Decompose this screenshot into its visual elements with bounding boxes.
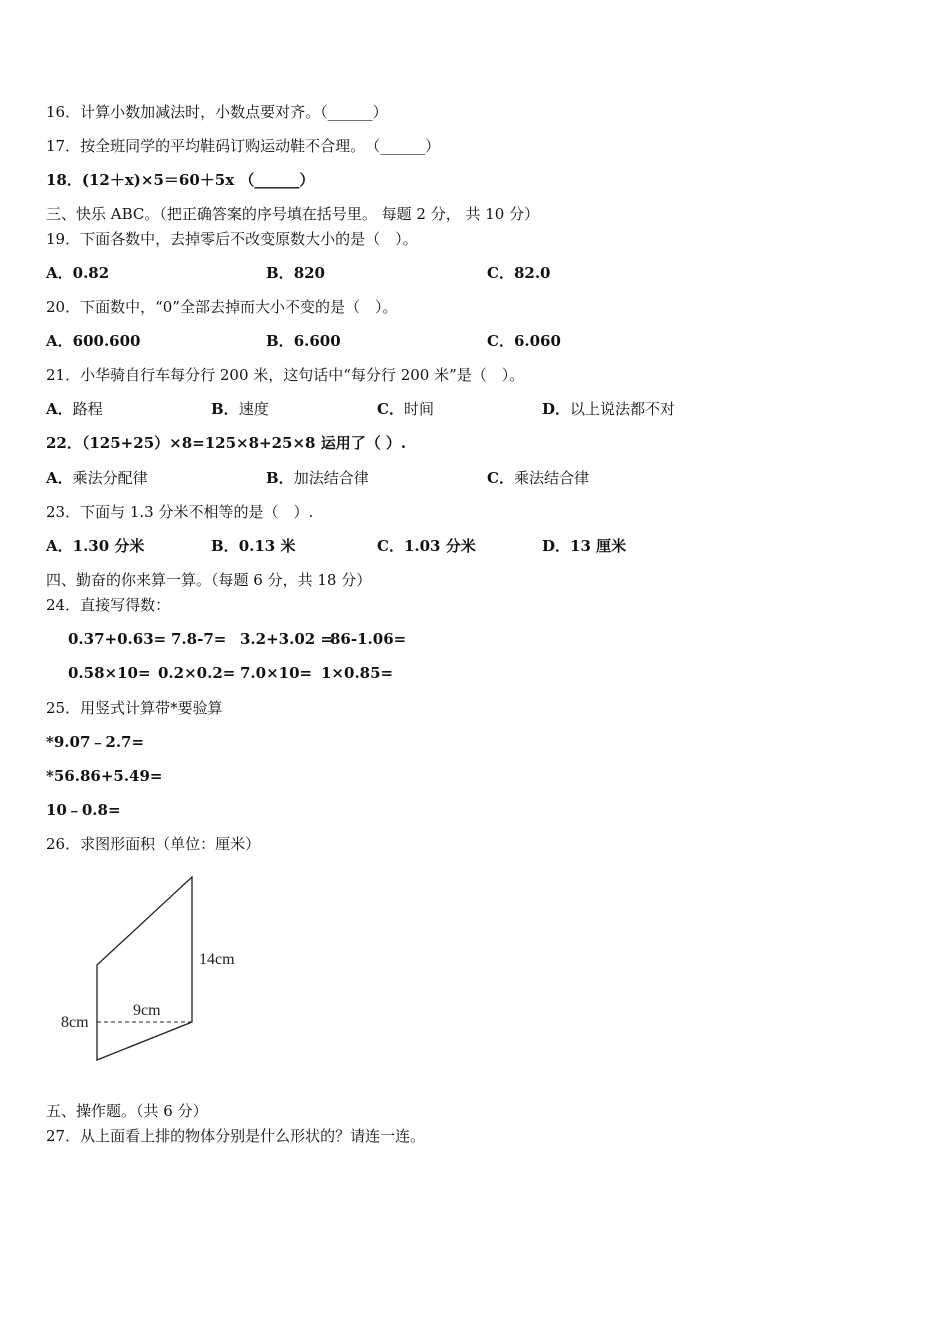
option-text: 以上说法都不对 [570, 400, 676, 418]
calc-item: 0.2×0.2= [158, 664, 236, 682]
option-text: 13 厘米 [570, 537, 627, 555]
option-21-d [542, 399, 675, 419]
question-18: 18．(12＋x)×5＝60＋5x （______） [46, 171, 315, 189]
option-22-b [266, 468, 369, 488]
option-label: D． [542, 400, 571, 418]
calc-item: 0.37+0.63= [68, 630, 167, 648]
vertical-calc-item: *9.07﹣2.7= [46, 733, 145, 751]
label-9cm: 9cm [133, 1002, 161, 1019]
option-21-a [46, 399, 103, 419]
label-14cm: 14cm [199, 951, 235, 968]
option-label: C． [487, 469, 514, 487]
option-20-c [487, 331, 561, 351]
option-label: B． [266, 264, 294, 282]
question-22: 22．（125+25）×8=125×8+25×8 运用了（ ）. [46, 434, 407, 452]
option-text: 1.30 分米 [72, 537, 145, 555]
option-23-a [46, 536, 144, 556]
option-text: 820 [293, 264, 325, 282]
option-20-a [46, 331, 141, 351]
option-label: C． [487, 264, 514, 282]
option-text: 6.600 [293, 332, 341, 350]
trapezoid-shape [97, 877, 192, 1060]
option-23-b [211, 536, 295, 556]
option-19-c [487, 263, 551, 283]
option-text: 时间 [403, 400, 434, 418]
option-label: B． [211, 537, 239, 555]
option-label: D． [542, 537, 571, 555]
option-label: C． [487, 332, 514, 350]
calc-item: 0.58×10= [68, 664, 151, 682]
option-text: 加法结合律 [293, 469, 369, 487]
question-26: 26．求图形面积（单位：厘米） [46, 835, 261, 853]
option-label: A． [46, 264, 73, 282]
option-text: 乘法结合律 [513, 469, 589, 487]
option-label: B． [266, 469, 294, 487]
calc-item: 86-1.06= [330, 630, 407, 648]
question-16: 16．计算小数加减法时，小数点要对齐。（______） [46, 103, 388, 121]
calc-item: 7.0×10= [240, 664, 313, 682]
option-text: 600.600 [72, 332, 141, 350]
option-label: A． [46, 332, 73, 350]
option-text: 82.0 [513, 264, 551, 282]
option-label: C． [377, 400, 404, 418]
question-20: 20．下面数中，“0”全部去掉而大小不变的是（ ）。 [46, 298, 398, 316]
option-20-b [266, 331, 341, 351]
option-label: C． [377, 537, 404, 555]
label-8cm: 8cm [61, 1014, 89, 1031]
option-label: B． [211, 400, 239, 418]
question-17: 17．按全班同学的平均鞋码订购运动鞋不合理。 （______） [46, 137, 441, 155]
option-22-c [487, 468, 589, 488]
option-23-d [542, 536, 626, 556]
option-21-b [211, 399, 269, 419]
option-19-b [266, 263, 325, 283]
question-24: 24．直接写得数： [46, 596, 171, 614]
option-text: 1.03 分米 [403, 537, 476, 555]
option-23-c [377, 536, 476, 556]
question-23: 23．下面与 1.3 分米不相等的是（ ）. [46, 503, 314, 521]
question-19: 19．下面各数中，去掉零后不改变原数大小的是（ ）。 [46, 230, 418, 248]
option-text: 0.13 米 [238, 537, 296, 555]
option-21-c [377, 399, 434, 419]
vertical-calc-item: 10﹣0.8= [46, 801, 121, 819]
option-19-a [46, 263, 109, 283]
calc-item: 7.8-7= [171, 630, 227, 648]
option-label: A． [46, 400, 73, 418]
question-25: 25．用竖式计算带*要验算 [46, 699, 223, 717]
section-5-title: 五、操作题。（共 6 分） [46, 1102, 208, 1120]
section-4-title: 四、勤奋的你来算一算。（每题 6 分，共 18 分） [46, 571, 372, 589]
option-text: 乘法分配律 [72, 469, 148, 487]
option-text: 6.060 [513, 332, 561, 350]
option-text: 速度 [238, 400, 269, 418]
trapezoid-figure [55, 870, 265, 1070]
option-text: 0.82 [72, 264, 110, 282]
section-3-title: 三、快乐 ABC。（把正确答案的序号填在括号里。 每题 2 分， 共 10 分） [46, 205, 540, 223]
option-22-a [46, 468, 148, 488]
option-text: 路程 [72, 400, 103, 418]
option-label: A． [46, 469, 73, 487]
calc-item: 3.2+3.02 = [240, 630, 333, 648]
question-21: 21．小华骑自行车每分行 200 米，这句话中“每分行 200 米”是（ ）。 [46, 366, 525, 384]
vertical-calc-item: *56.86+5.49= [46, 767, 163, 785]
option-label: A． [46, 537, 73, 555]
option-label: B． [266, 332, 294, 350]
calc-item: 1×0.85= [321, 664, 394, 682]
question-27: 27．从上面看上排的物体分别是什么形状的？请连一连。 [46, 1127, 426, 1145]
